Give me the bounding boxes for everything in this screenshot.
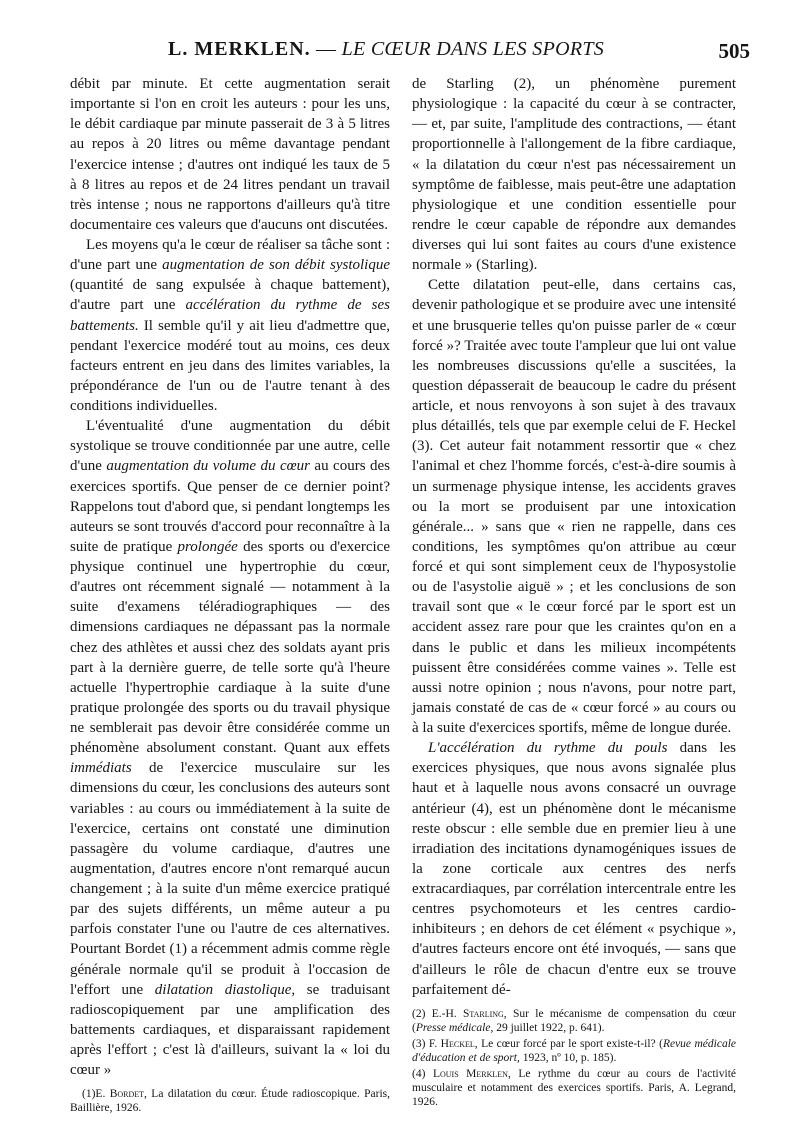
header-dash: — (316, 38, 337, 60)
header-title: LE CŒUR DANS LES SPORTS (341, 38, 605, 60)
running-header (60, 38, 750, 68)
left-footnotes (70, 1087, 390, 1115)
left-paragraph-1: débit par minute. Et cette augmentation serait importante si l'on en croit les auteurs : pour les uns, le débit cardiaque par minute passerait de 3 à 5 litres au repos à 20 litres ou même davantage pendant l'exercice intense ; d'autres ont indiqué les taux de 5 à 8 litres au repos et de 24 litres pendant un travail très intense ; nous ne rapportons d'ailleurs qu'à titre documentaire ces valeurs que d'aucuns ont discutées. (70, 76, 390, 233)
page-number: 505 (718, 39, 750, 63)
footnote-3: (3) F. Heckel, Le cœur forcé par le sport existe-t-il? (Revue médicale d'éducation et de sport, 1923, nº 10, p. 185). (412, 1037, 736, 1064)
right-paragraph-1: de Starling (2), un phénomène purement physiologique : la capacité du cœur à se contracter, — et, par suite, l'amplitude des contractions, — étant proportionnelle à l'allongement de la fibre cardiaque, « la dilatation du cœur n'est pas nécessairement un symptôme de faiblesse, mais peut-être une adaptation physiologique et une condition essentielle pour rendre le cœur capable de répondre aux demandes diverses qui lui sont faites au cours d'une existence normale » (Starling). (412, 76, 736, 274)
footnote-4: (4) Louis Merklen, Le rythme du cœur au cours de l'activité musculaire et notamment des exercices sportifs. Paris, A. Legrand, 1926. (412, 1067, 736, 1108)
header-author: L. MERKLEN. (168, 38, 311, 60)
running-title (168, 38, 604, 61)
right-column (412, 74, 736, 1111)
footnote-1: (1)E. Bordet, La dilatation du cœur. Étude radioscopique. Paris, Baillière, 1926. (70, 1088, 391, 1115)
right-paragraph-3: L'accélération du rythme du pouls dans les exercices physiques, que nous avons signalée plus haut et à laquelle nous avons consacré un ouvrage antérieur (4), est un phénomène dont le mécanisme reste obscur : elle semble due en premier lieu à une irradiation des incitations dynamogéniques issues de la zone corticale aux centres des nerfs extracardiaques, par corrélation intercentrale entre les centres psychomoteurs et les centres cardio-inhibiteurs ; en dehors de cet élément « psychique », d'autres facteurs encore ont été invoqués, — sans que d'ailleurs le rôle de chacun d'entre eux se trouve parfaitement dé- (412, 740, 736, 998)
right-paragraph-2: Cette dilatation peut-elle, dans certains cas, devenir pathologique et se produire avec une intensité et une brusquerie telles qu'on puisse parler de « cœur forcé »? Traitée avec toute l'ampleur que lui ont value les nombreuses discussions qu'elle a suscitées, la question dépasserait de beaucoup le cadre du présent article, et nous renvoyons à son sujet à des travaux plus détaillés, tels que par exemple celui de F. Heckel (3). Cet auteur fait notamment ressortir que « chez l'animal et chez l'homme forcés, c'est-à-dire soumis à un surmenage physique intense, les accidents graves ou la mort se produisent par une intoxication générale... » sans que « rien ne rappelle, dans ces conditions, les symptômes qu'on attribue au cœur forcé et qui sont simplement ceux de l'hyposystolie ou de l'asystolie aiguë » ; et les conclusions de son travail sont que « le cœur forcé par le sport est un accident assez rare pour que les craintes qu'on en a dans le public et dans les milieux incompétents puissent être considérées comme vaines ». Telle est aussi notre opinion ; nous n'avons, pour notre part, jamais constaté de cas de « cœur forcé » au cours ou à la suite d'exercices sportifs, même de longue durée. (412, 277, 736, 736)
right-footnotes (412, 1007, 736, 1109)
left-column (70, 74, 390, 1117)
footnote-2: (2) E.-H. Starling, Sur le mécanisme de compensation du cœur (Presse médicale, 29 juillet 1922, p. 641). (412, 1007, 737, 1034)
left-paragraph-3: L'éventualité d'une augmentation du débit systolique se trouve conditionnée par une autre, celle d'une augmentation du volume du cœur au cours des exercices sportifs. Que penser de ce dernier point? Rappelons tout d'abord que, si pendant longtemps les auteurs se sont trouvés d'accord pour reconnaître à la suite de pratique prolongée des sports ou d'exercice physique continuel une hypertrophie du cœur, d'autres ont récemment signalé — notamment à la suite d'examens téléradiographiques — des dimensions cardiaques ne dépassant pas la normale chez des athlètes et aussi chez des soldats ayant pris part à la dernière guerre, de telle sorte qu'à l'heure actuelle l'hypertrophie cardiaque à la suite d'une pratique prolongée des sports ou du travail physique ne semblerait pas devoir être considérée comme un phénomène absolument constant. Quant aux effets immédiats de l'exercice musculaire sur les dimensions du cœur, les conclusions des auteurs sont variables : au cours ou immédiatement à la suite de l'exercice, certains ont constaté une diminution passagère du volume cardiaque, d'autres une augmentation, d'autres encore n'ont remarqué aucun changement ; à la suite d'un même exercice pratiqué par des sujets différents, un même auteur a pu parfois constater l'une ou l'autre de ces alternatives. Pourtant Bordet (1) a récemment admis comme règle générale normale qu'il se produit à l'occasion de l'effort une dilatation diastolique, se traduisant radioscopiquement par une amplification des battements cardiaques, et disparaissant rapidement après l'effort ; c'est là d'ailleurs, suivant la « loi du cœur » (70, 418, 390, 1079)
left-paragraph-2: Les moyens qu'a le cœur de réaliser sa tâche sont : d'une part une augmentation de son débit systolique (quantité de sang expulsée à chaque battement), d'autre part une accélération du rythme de ses battements. Il semble qu'il y ait lieu d'admettre que, pendant l'exercice modéré tout au moins, ces deux facteurs entrent en jeu dans des limites variables, la prépondérance de l'un ou de l'autre tenant à des conditions individuelles. (70, 237, 390, 414)
